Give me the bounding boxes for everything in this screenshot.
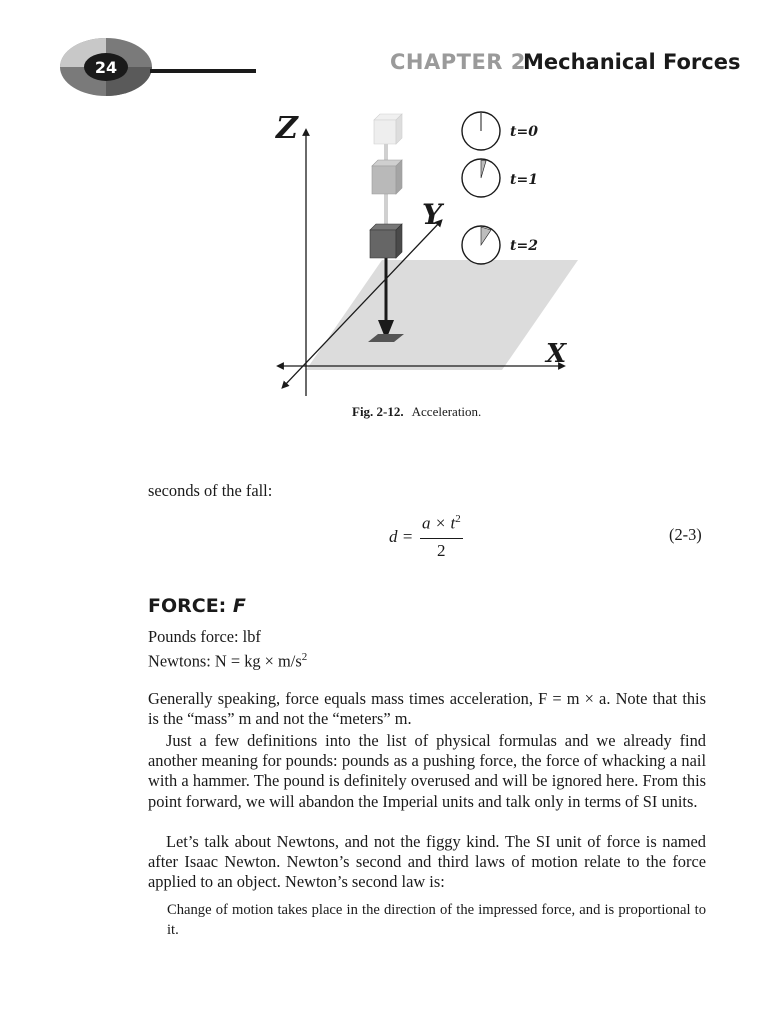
time-label-t0: t=0 bbox=[510, 124, 538, 140]
units-line-newtons bbox=[148, 647, 706, 672]
header-rule bbox=[150, 69, 256, 73]
units-line-newtons-exp: 2 bbox=[301, 651, 308, 664]
fraction-bar bbox=[420, 538, 463, 539]
figure-caption bbox=[352, 404, 481, 420]
equation-lhs: d = bbox=[389, 527, 414, 546]
time-label-t1: t=1 bbox=[510, 172, 538, 188]
equation-denominator: 2 bbox=[437, 541, 446, 560]
chapter-title: Mechanical Forces bbox=[523, 50, 741, 74]
equation-number: (2-3) bbox=[669, 525, 702, 544]
z-axis-label: Z bbox=[276, 111, 298, 146]
y-axis-label: Y bbox=[422, 198, 442, 231]
intro-line: seconds of the fall: bbox=[148, 481, 273, 500]
paragraph-3: Let’s talk about Newtons, and not the figgy kind. The SI unit of force is named after Isaac Newton. Newton’s second and third laws of motion relate to the force applied to an object. Newton’s second law is: bbox=[148, 832, 706, 892]
section-heading-symbol: F bbox=[232, 595, 246, 617]
page-number: 24 bbox=[94, 58, 118, 77]
equation-numerator bbox=[422, 513, 461, 534]
equation-2-3 bbox=[389, 513, 469, 563]
clock-t2 bbox=[462, 226, 500, 264]
section-heading bbox=[148, 595, 246, 617]
figure-caption-text: Acceleration. bbox=[411, 404, 482, 419]
clock-t0 bbox=[462, 112, 500, 150]
units-line-newtons-text: Newtons: N = kg × m/s bbox=[148, 651, 302, 671]
units-line-pounds: Pounds force: lbf bbox=[148, 627, 261, 646]
block-t1 bbox=[372, 160, 402, 194]
figure-caption-label: Fig. 2-12. bbox=[352, 404, 404, 419]
clock-t1 bbox=[462, 159, 500, 197]
page-number-badge bbox=[60, 38, 156, 96]
newton-second-law-quote: Change of motion takes place in the direction of the impressed force, and is proportional to it. bbox=[167, 902, 706, 938]
x-axis-label: X bbox=[546, 339, 567, 369]
equation-numerator-base: a × t bbox=[422, 513, 456, 533]
paragraph-1: Generally speaking, force equals mass times acceleration, F = m × a. Note that this is the “mass” m and not the “meters” m. bbox=[148, 689, 706, 729]
section-heading-text: FORCE: bbox=[148, 595, 227, 617]
equation-exponent: 2 bbox=[455, 513, 461, 525]
block-t2 bbox=[370, 224, 402, 258]
block-t0 bbox=[374, 114, 402, 144]
acceleration-figure bbox=[270, 98, 590, 398]
paragraph-2: Just a few definitions into the list of physical formulas and we already find another meaning for pounds: pounds as a pushing force, the force of whacking a nail with a hammer. The pound is definitely overused and will be ignored here. From this point forward, we will abandon the Imperial units and talk only in terms of SI units. bbox=[148, 731, 706, 811]
floor-plane bbox=[306, 260, 578, 370]
units-block bbox=[148, 627, 706, 672]
chapter-label: CHAPTER 2 bbox=[390, 50, 526, 74]
time-label-t2: t=2 bbox=[510, 238, 538, 254]
